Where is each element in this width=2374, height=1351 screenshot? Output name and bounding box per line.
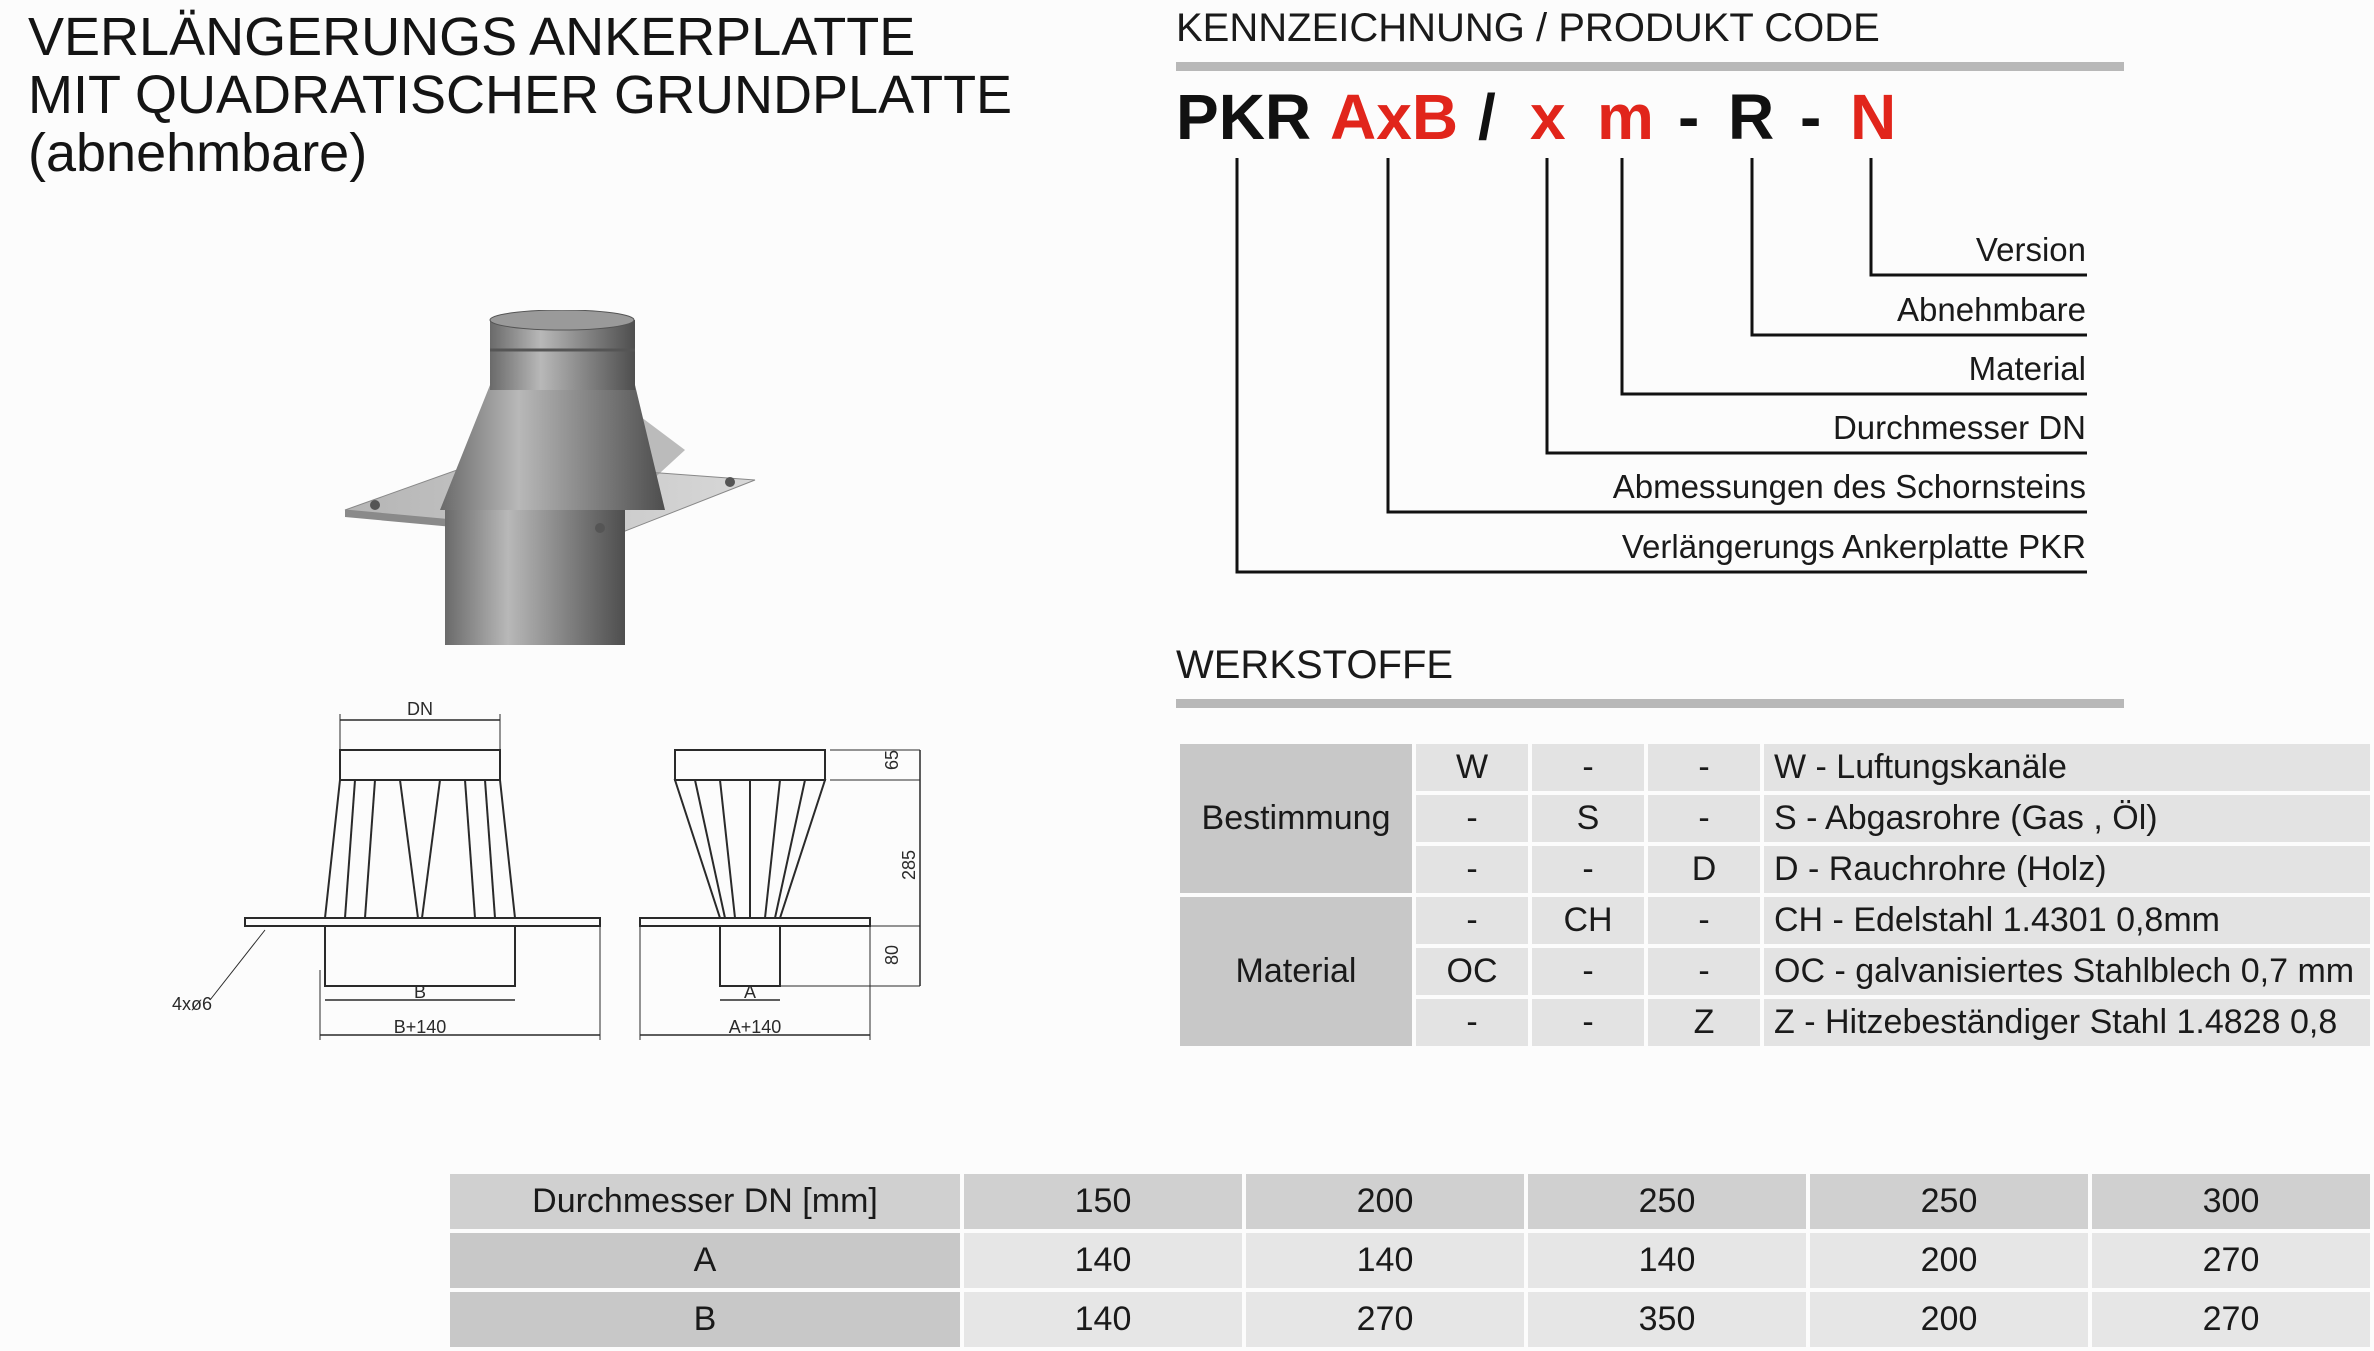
code-label-pkr: Verlängerungs Ankerplatte PKR bbox=[1621, 528, 2086, 565]
table-row bbox=[1180, 744, 2370, 791]
table-cell: 350 bbox=[1528, 1292, 1806, 1347]
table-cell: 270 bbox=[2092, 1233, 2370, 1288]
table-row bbox=[450, 1292, 2370, 1347]
table-row bbox=[1180, 897, 2370, 944]
werkstoffe-table bbox=[1176, 740, 2374, 1050]
table-cell: - bbox=[1532, 744, 1644, 791]
table-cell-desc: Z - Hitzebeständiger Stahl 1.4828 0,8 bbox=[1764, 999, 2370, 1046]
table-cell: Z bbox=[1648, 999, 1760, 1046]
table-cell: 270 bbox=[2092, 1292, 2370, 1347]
table-cell: S bbox=[1532, 795, 1644, 842]
code-label-abmessungen: Abmessungen des Schornsteins bbox=[1612, 468, 2086, 505]
table-cell: - bbox=[1648, 795, 1760, 842]
dim-b: B bbox=[413, 982, 427, 1002]
title-line-2: MIT QUADRATISCHER GRUNDPLATTE bbox=[28, 65, 1013, 125]
code-part-n: N bbox=[1850, 81, 1897, 153]
table-cell: 200 bbox=[1810, 1292, 2088, 1347]
table-cell: - bbox=[1416, 999, 1528, 1046]
code-part-m: m bbox=[1597, 81, 1654, 153]
table-cell: - bbox=[1648, 897, 1760, 944]
dim-a: A bbox=[743, 982, 757, 1002]
row-label-b: B bbox=[450, 1292, 960, 1347]
table-cell: 140 bbox=[1246, 1233, 1524, 1288]
table-cell: - bbox=[1416, 846, 1528, 893]
table-cell: - bbox=[1416, 795, 1528, 842]
table-cell: 140 bbox=[964, 1233, 1242, 1288]
table-cell: - bbox=[1532, 846, 1644, 893]
header-dn-value: 250 bbox=[1810, 1174, 2088, 1229]
table-cell-desc: D - Rauchrohre (Holz) bbox=[1764, 846, 2370, 893]
dim-65: 65 bbox=[882, 749, 902, 770]
table-cell: CH bbox=[1532, 897, 1644, 944]
dim-holes: 4xø6 bbox=[172, 994, 213, 1014]
dim-285: 285 bbox=[899, 849, 919, 880]
header-dn-label: Durchmesser DN [mm] bbox=[450, 1174, 960, 1229]
code-label-material: Material bbox=[1968, 350, 2086, 387]
table-cell: 200 bbox=[1810, 1233, 2088, 1288]
code-part-dash-1: - bbox=[1678, 81, 1700, 153]
werkstoffe-heading: WERKSTOFFE bbox=[1176, 643, 1454, 687]
dim-80: 80 bbox=[882, 944, 902, 965]
table-cell-desc: OC - galvanisiertes Stahlblech 0,7 mm bbox=[1764, 948, 2370, 995]
dimensions-table bbox=[446, 1170, 2374, 1351]
table-cell: 140 bbox=[1528, 1233, 1806, 1288]
technical-drawing bbox=[160, 700, 960, 1060]
table-cell-desc: S - Abgasrohre (Gas , Öl) bbox=[1764, 795, 2370, 842]
table-cell: OC bbox=[1416, 948, 1528, 995]
table-cell: 140 bbox=[964, 1292, 1242, 1347]
code-part-pkr: PKR bbox=[1176, 81, 1312, 153]
code-part-slash: / bbox=[1478, 81, 1496, 153]
title-line-3: (abnehmbare) bbox=[28, 123, 368, 183]
table-cell: - bbox=[1416, 897, 1528, 944]
table-cell-desc: W - Luftungskanäle bbox=[1764, 744, 2370, 791]
table-cell: - bbox=[1648, 744, 1760, 791]
table-row-header bbox=[450, 1174, 2370, 1229]
product-code-heading: KENNZEICHNUNG / PRODUKT CODE bbox=[1176, 6, 1880, 50]
group-material: Material bbox=[1180, 897, 1412, 1046]
table-row bbox=[450, 1233, 2370, 1288]
code-label-abnehmbare: Abnehmbare bbox=[1897, 291, 2086, 328]
table-cell: 270 bbox=[1246, 1292, 1524, 1347]
table-cell: W bbox=[1416, 744, 1528, 791]
table-cell: D bbox=[1648, 846, 1760, 893]
code-part-r: R bbox=[1728, 81, 1775, 153]
dim-a-140: A+140 bbox=[728, 1017, 782, 1037]
row-label-a: A bbox=[450, 1233, 960, 1288]
code-label-version: Version bbox=[1975, 231, 2086, 268]
header-dn-value: 150 bbox=[964, 1174, 1242, 1229]
table-cell: - bbox=[1532, 999, 1644, 1046]
header-dn-value: 200 bbox=[1246, 1174, 1524, 1229]
header-dn-value: 250 bbox=[1528, 1174, 1806, 1229]
table-cell: - bbox=[1648, 948, 1760, 995]
code-part-x: x bbox=[1530, 81, 1566, 153]
title-line-1: VERLÄNGERUNGS ANKERPLATTE bbox=[28, 7, 916, 67]
header-dn-value: 300 bbox=[2092, 1174, 2370, 1229]
table-cell-desc: CH - Edelstahl 1.4301 0,8mm bbox=[1764, 897, 2370, 944]
table-cell: - bbox=[1532, 948, 1644, 995]
code-part-axb: AxB bbox=[1330, 81, 1459, 153]
dim-b-140: B+140 bbox=[393, 1017, 447, 1037]
code-part-dash-2: - bbox=[1800, 81, 1822, 153]
group-bestimmung: Bestimmung bbox=[1180, 744, 1412, 893]
code-label-durchmesser: Durchmesser DN bbox=[1832, 409, 2086, 446]
werkstoffe-rule bbox=[1176, 699, 2124, 708]
dim-dn: DN bbox=[407, 700, 433, 719]
